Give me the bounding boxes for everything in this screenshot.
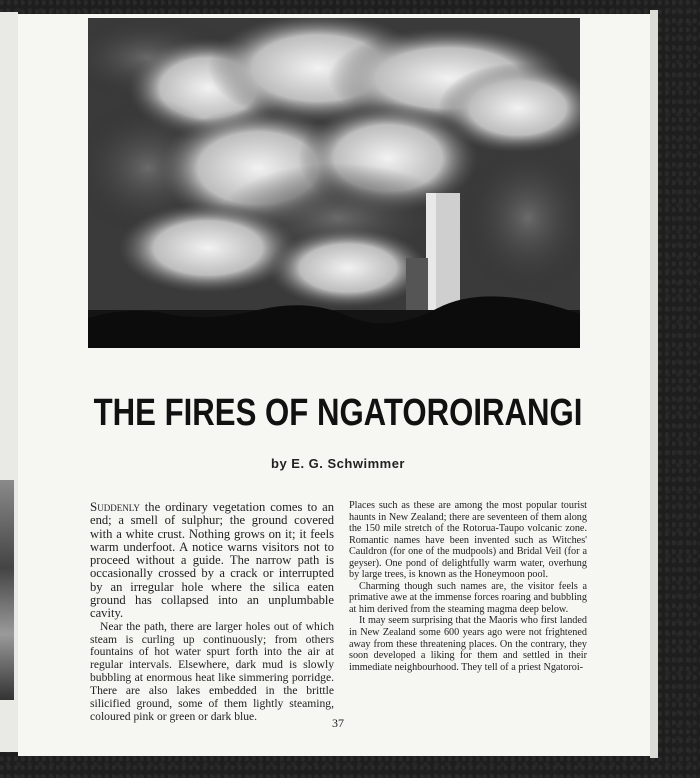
left-paragraph-2: Near the path, there are larger holes out of which steam is curling up continuously; from others fountains of hot water spurt forth into the air at regular intervals. Elsewhere, dark mud is slowly bubbling at enormous heat like simmering porridge. There are also lakes embedded in the brittle silicified ground, some of them lightly steaming, coloured pink or green or dark blue. <box>90 619 334 724</box>
page-number: 37 <box>332 716 344 730</box>
left-paragraph-1-text: the ordinary vegetation comes to an end; a smell of sulphur; the ground covered with a white crust. Nothing grows on it; it feels warm underfoot. A notice warns visitors not to proceed without a guide. The narrow path is occasionally crossed by a crack or interrupted by an irregular hole where the silica eaten ground has collapsed into an unplumbable cavity. <box>90 500 334 621</box>
page-right-edge <box>650 10 658 758</box>
article-byline: by E. G. Schwimmer <box>271 456 405 471</box>
steam-photo-illustration <box>88 18 580 348</box>
magazine-page <box>18 14 658 756</box>
drop-lead-word: Suddenly <box>90 499 140 514</box>
geothermal-steam-photo <box>88 18 580 348</box>
right-paragraph-2: Charming though such names are, the visitor feels a primative awe at the immense forces roaring and bubbling at him derived from the steaming magma deep below. <box>349 580 587 615</box>
facing-page-edge <box>0 12 18 752</box>
article-title: THE FIRES OF NGATOROIRANGI <box>93 392 583 434</box>
right-paragraph-1: Places such as these are among the most popular tourist haunts in New Zealand; there are seventeen of them along the 150 mile stretch of the Rotorua-Taupo volcanic zone. Romantic names have been invented such as Witches' Cauldron (for one of the mudpools) and Bridal Veil (for a geyser). One pond of delightfully warm water, overhung by large trees, is known as the Honeymoon pool. <box>349 500 587 581</box>
right-text-column <box>349 500 587 673</box>
left-paragraph-1 <box>90 500 334 621</box>
right-paragraph-3: It may seem surprising that the Maoris who first landed in New Zealand some 600 years ago were not frightened away from these threatening places. On the contrary, they soon developed a liking for them and settled in their immediate neighbourhood. They tell of a priest Ngatoroi- <box>349 615 587 673</box>
left-text-column <box>90 500 334 724</box>
facing-page-photo-edge <box>0 480 14 700</box>
